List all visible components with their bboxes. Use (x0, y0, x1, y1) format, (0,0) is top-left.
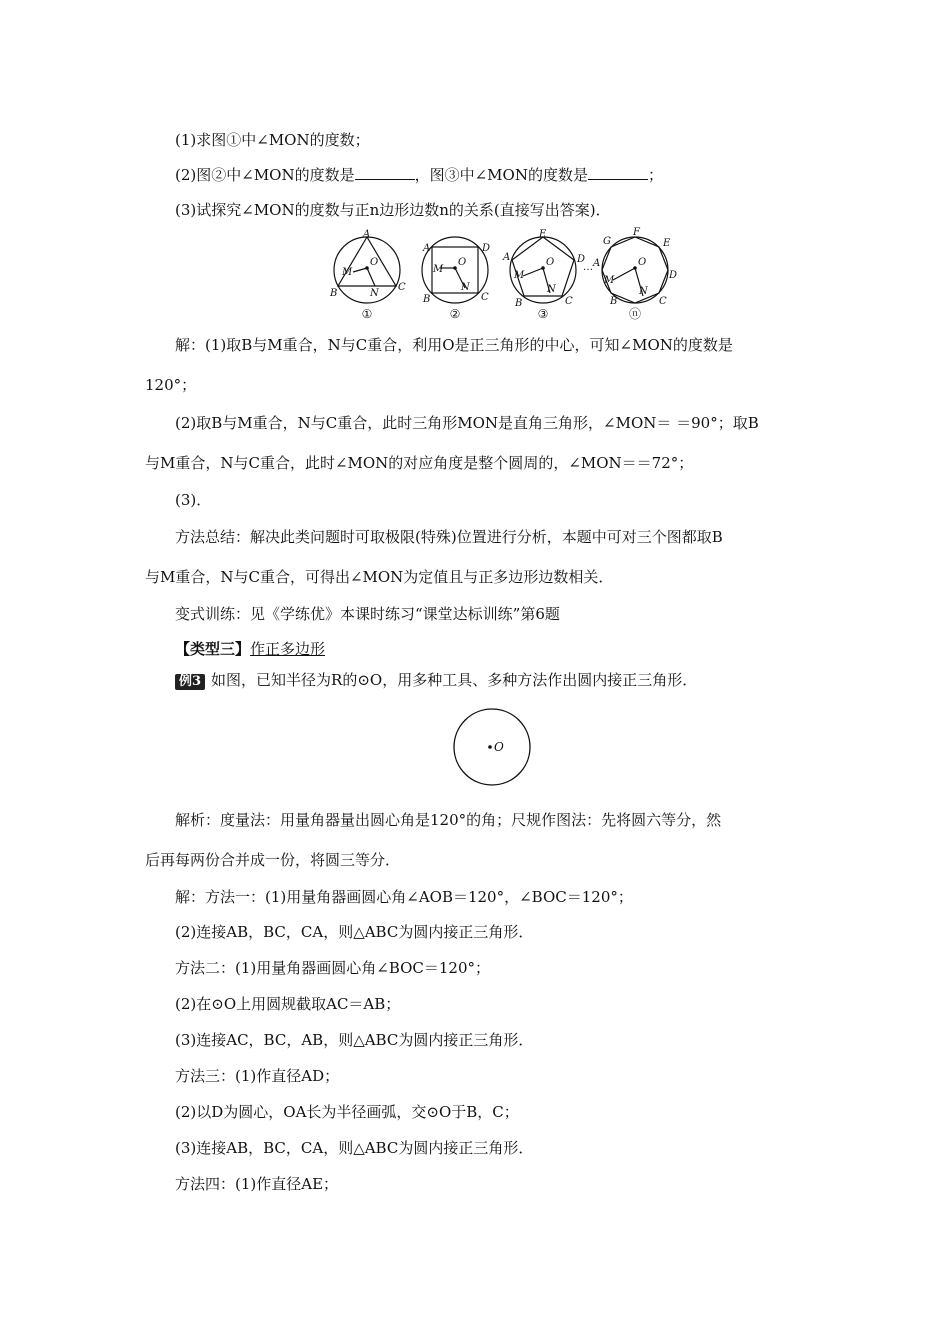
fig2-label-D: D (482, 243, 491, 254)
fign-label-C: C (659, 296, 667, 307)
question-2-part-b: ，图③中∠MON的度数是 (414, 166, 588, 184)
fig1-label-A: A (363, 229, 371, 240)
method-1-step-1: 解：方法一：(1)用量角器画圆心角∠AOB＝120°，∠BOC＝120°； (175, 888, 633, 906)
fign-label-D: D (669, 270, 678, 281)
summary-line-2: 与M重合，N与C重合，可得出∠MON为定值且与正多边形边数相关． (145, 568, 614, 586)
fig2-label-C: C (481, 292, 489, 303)
fig2-label-A: A (423, 243, 431, 254)
variant-training: 变式训练：见《学练优》本课时练习“课堂达标训练”第6题 (175, 605, 560, 623)
figure-caption-n: ⓝ (628, 307, 642, 321)
fig1-label-M: M (342, 267, 353, 278)
type-3-title: 作正多边形 (250, 640, 326, 658)
example-3-text: 如图，已知半径为R的⊙O，用多种工具、多种方法作出圆内接正三角形． (211, 671, 698, 689)
fig3-label-M: M (514, 270, 525, 281)
fig3-label-B: B (515, 298, 523, 309)
solution-2-line-1: (2)取B与M重合，N与C重合，此时三角形MON是直角三角形，∠MON＝ ＝90°；取B (175, 414, 759, 432)
method-3-step-1: 方法三：(1)作直径AD； (175, 1067, 340, 1085)
fign-label-N: N (639, 286, 648, 297)
example-3 (175, 670, 697, 690)
method-1-step-2: (2)连接AB，BC，CA，则△ABC为圆内接正三角形． (175, 923, 534, 941)
method-2-step-1: 方法二：(1)用量角器画圆心角∠BOC＝120°； (175, 959, 491, 977)
fign-label-M: M (604, 275, 615, 286)
analysis-line-1: 解析：度量法：用量角器量出圆心角是120°的角；尺规作图法：先将圆六等分，然 (175, 811, 722, 829)
fig3-label-A: A (503, 252, 511, 263)
fign-label-O: O (638, 257, 647, 268)
question-1: (1)求图①中∠MON的度数； (175, 131, 370, 149)
fig3-label-O: O (546, 257, 555, 268)
type-3-heading (175, 639, 325, 659)
example-badge: 例3 (175, 674, 205, 690)
circle-center-label: O (494, 740, 504, 754)
figure-caption-1: ① (361, 307, 373, 321)
fign-label-F: F (633, 227, 640, 238)
fign-label-A: A (593, 258, 601, 269)
fig3-label-E: E (539, 229, 547, 240)
figure-caption-2: ② (449, 307, 461, 321)
figure-caption-3: ③ (537, 307, 549, 321)
solution-3: (3)． (175, 491, 212, 509)
method-2-step-3: (3)连接AC，BC，AB，则△ABC为圆内接正三角形． (175, 1031, 534, 1049)
fig1-label-N: N (370, 288, 379, 299)
question-2-part-a: (2)图②中∠MON的度数是 (175, 166, 355, 184)
fig2-label-B: B (423, 294, 431, 305)
analysis-line-2: 后再每两份合并成一份，将圆三等分． (145, 851, 401, 869)
fign-label-G: G (603, 236, 611, 247)
polygon-figures (325, 227, 678, 323)
answer-blank-2[interactable] (588, 165, 648, 180)
solution-1-line-1: 解：(1)取B与M重合，N与C重合，利用O是正三角形的中心，可知∠MON的度数是 (175, 336, 733, 354)
fign-label-E: E (663, 238, 671, 249)
question-2-part-c: ； (647, 166, 663, 184)
figures-ellipsis: … (583, 262, 593, 273)
summary-line-1: 方法总结：解决此类问题时可取极限(特殊)位置进行分析，本题中可对三个图都取B (175, 528, 723, 546)
fig1-label-C: C (398, 282, 406, 293)
method-2-step-2: (2)在⊙O上用圆规截取AC＝AB； (175, 995, 401, 1013)
fig1-label-B: B (330, 288, 338, 299)
solution-2-line-2: 与M重合，N与C重合，此时∠MON的对应角度是整个圆周的，∠MON＝＝72°； (145, 454, 694, 472)
fig2-label-N: N (461, 282, 470, 293)
method-3-step-3: (3)连接AB，BC，CA，则△ABC为圆内接正三角形． (175, 1139, 534, 1157)
fig3-label-N: N (547, 284, 556, 295)
fign-label-B: B (610, 296, 618, 307)
circle-figure (450, 705, 534, 789)
question-2 (175, 165, 663, 185)
fig2-label-M: M (433, 264, 444, 275)
answer-blank-1[interactable] (355, 165, 415, 180)
question-3: (3)试探究∠MON的度数与正n边形边数n的关系(直接写出答案)． (175, 201, 611, 219)
fig2-label-O: O (458, 257, 467, 268)
solution-1-line-2: 120°； (145, 376, 197, 394)
fig3-label-C: C (565, 296, 573, 307)
method-3-step-2: (2)以D为圆心，OA长为半径画弧，交⊙O于B，C； (175, 1103, 519, 1121)
fig3-label-D: D (577, 254, 586, 265)
method-4-step-1: 方法四：(1)作直径AE； (175, 1175, 339, 1193)
fig1-label-O: O (370, 257, 379, 268)
type-3-label: 【类型三】 (175, 640, 251, 658)
